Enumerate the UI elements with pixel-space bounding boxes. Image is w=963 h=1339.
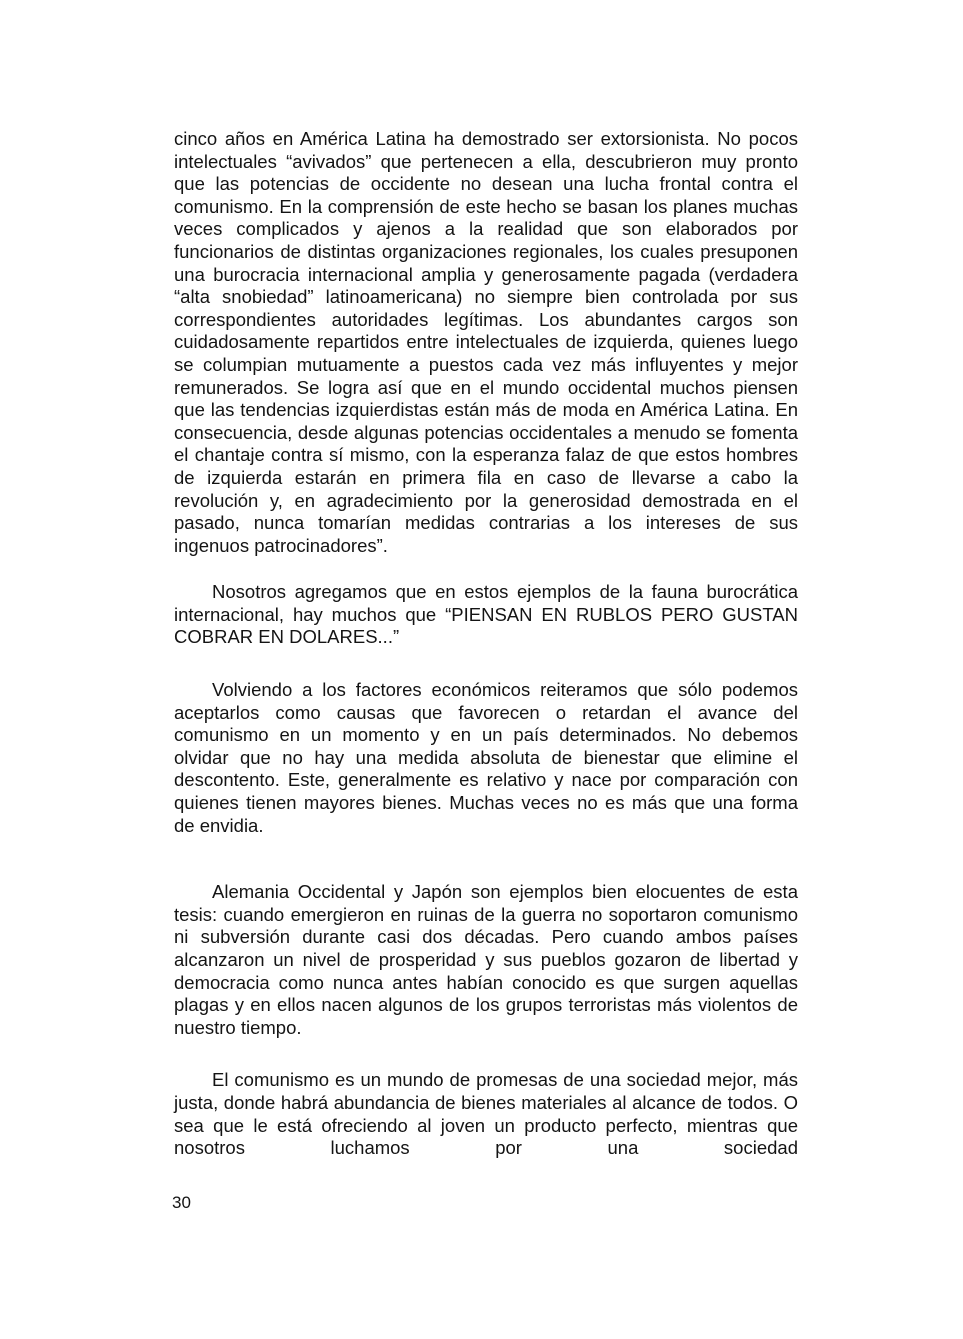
- page-body: [174, 128, 798, 1160]
- page-number: 30: [172, 1193, 191, 1212]
- paragraph-germany-japan: Alemania Occidental y Japón son ejemplos bien elocuentes de esta tesis: cuando emergieron en ruinas de la guerra no soportaron comunismo ni subversión durante casi dos décadas. Pero cuando ambos países alcanzaron un nivel de prosperidad y sus pueblos gozaron de libertad y democracia como nunca antes habían conocido es que surgen aquellas plagas y en ellos nacen algunos de los grupos terroristas más violentos de nuestro tiempo.: [174, 881, 798, 1038]
- paragraph-economic-factors: Volviendo a los factores económicos reiteramos que sólo podemos aceptarlos como causas que favorecen o retardan el avance del comunismo en un momento y en un país determinados. No debemos olvidar que no hay una medida absoluta de bienestar que elimine el descontento. Este, generalmente es relativo y nace por comparación con quienes tienen mayores bienes. Muchas veces no es más que una forma de envidia.: [174, 679, 798, 836]
- paragraph-communism-promises: El comunismo es un mundo de promesas de una sociedad mejor, más justa, donde habrá abundancia de bienes materiales al alcance de todos. O sea que le está ofreciendo al joven un producto perfecto, mientras que nosotros luchamos por una sociedad: [174, 1069, 798, 1159]
- paragraph-extortion: cinco años en América Latina ha demostrado ser extorsionista. No pocos intelectuales “avivados” que pertenecen a ella, descubrieron muy pronto que las potencias de occidente no desean una lucha frontal contra el comunismo. En la comprensión de este hecho se basan los planes muchas veces complicados y ajenos a la realidad que son elaborados por funcionarios de distintas organizaciones regionales, los cuales presuponen una burocracia internacional amplia y generosamente pagada (verdadera “alta snobiedad” latinoamericana) no siempre bien controlada por sus correspondientes autoridades legítimas. Los abundantes cargos son cuidadosamente repartidos entre intelectuales de izquierda, quienes luego se columpian mutuamente a puestos cada vez más influyentes y mejor remunerados. Se logra así que en el mundo occidental muchos piensen que las tendencias izquierdistas están más de moda en América Latina. En consecuencia, desde algunas potencias occidentales a menudo se fomenta el chantaje contra sí mismo, con la esperanza falaz de que estos hombres de izquierda estarán en primera fila en caso de llevarse a cabo la revolución y, en agradecimiento por la generosidad demostrada en el pasado, nunca tomarían medidas contrarias a los intereses de sus ingenuos patrocinadores”.: [174, 128, 798, 556]
- paragraph-bureaucratic-fauna: Nosotros agregamos que en estos ejemplos de la fauna burocrática internacional, hay muchos que “PIENSAN EN RUBLOS PERO GUSTAN COBRAR EN DOLARES...”: [174, 581, 798, 648]
